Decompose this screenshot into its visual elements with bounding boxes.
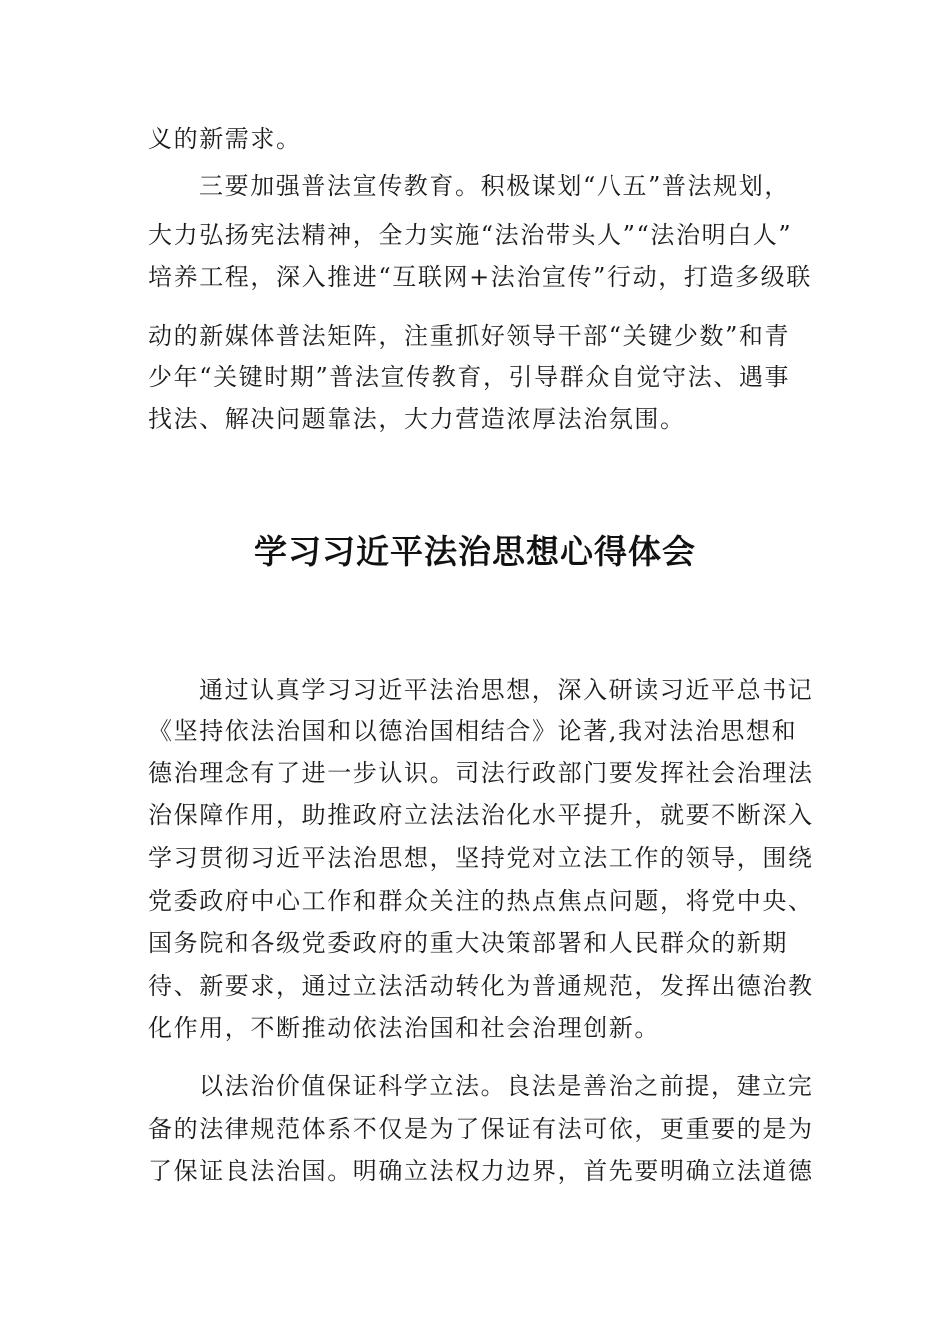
text-line: 培养工程，深入推进“互联网+法治宣传”行动，打造多级联 (148, 263, 812, 291)
text-line: 国务院和各级党委政府的重大决策部署和人民群众的新期 (148, 929, 788, 957)
text-line: 找法、解决问题靠法，大力营造浓厚法治氛围。 (148, 405, 686, 433)
text-line: 学习贯彻习近平法治思想，坚持党对立法工作的领导，围绕 (148, 844, 814, 872)
text-line: 化作用，不断推动依法治国和社会治理创新。 (148, 1014, 660, 1042)
text-line: 待、新要求，通过立法活动转化为普通规范，发挥出德治教 (148, 972, 814, 1000)
text-line: 大力弘扬宪法精神，全力实施“法治带头人”“法治明白人” (148, 221, 793, 249)
paragraph-first-line: 通过认真学习习近平法治思想，深入研读习近平总书记 (199, 676, 814, 704)
text-line: 《坚持依法治国和以德治国相结合》论著,我对法治思想和 (148, 717, 798, 745)
text-line: 德治理念有了进一步认识。司法行政部门要发挥社会治理法 (148, 759, 814, 787)
article-title: 学习习近平法治思想心得体会 (254, 532, 696, 571)
text-line: 备的法律规范体系不仅是为了保证有法可依，更重要的是为 (148, 1115, 814, 1143)
text-line: 了保证良法治国。明确立法权力边界，首先要明确立法道德 (148, 1157, 814, 1185)
text-line: 义的新需求。 (148, 125, 302, 153)
paragraph-first-line: 三要加强普法宣传教育。积极谋划“八五”普法规划， (199, 172, 790, 200)
text-line: 少年“关键时期”普法宣传教育，引导群众自觉守法、遇事 (148, 363, 791, 391)
paragraph-first-line: 以法治价值保证科学立法。良法是善治之前提，建立完 (199, 1072, 814, 1100)
text-line: 治保障作用，助推政府立法法治化水平提升，就要不断深入 (148, 801, 814, 829)
text-line: 党委政府中心工作和群众关注的热点焦点问题，将党中央、 (148, 887, 814, 915)
text-line: 动的新媒体普法矩阵，注重抓好领导干部“关键少数”和青 (148, 322, 791, 350)
